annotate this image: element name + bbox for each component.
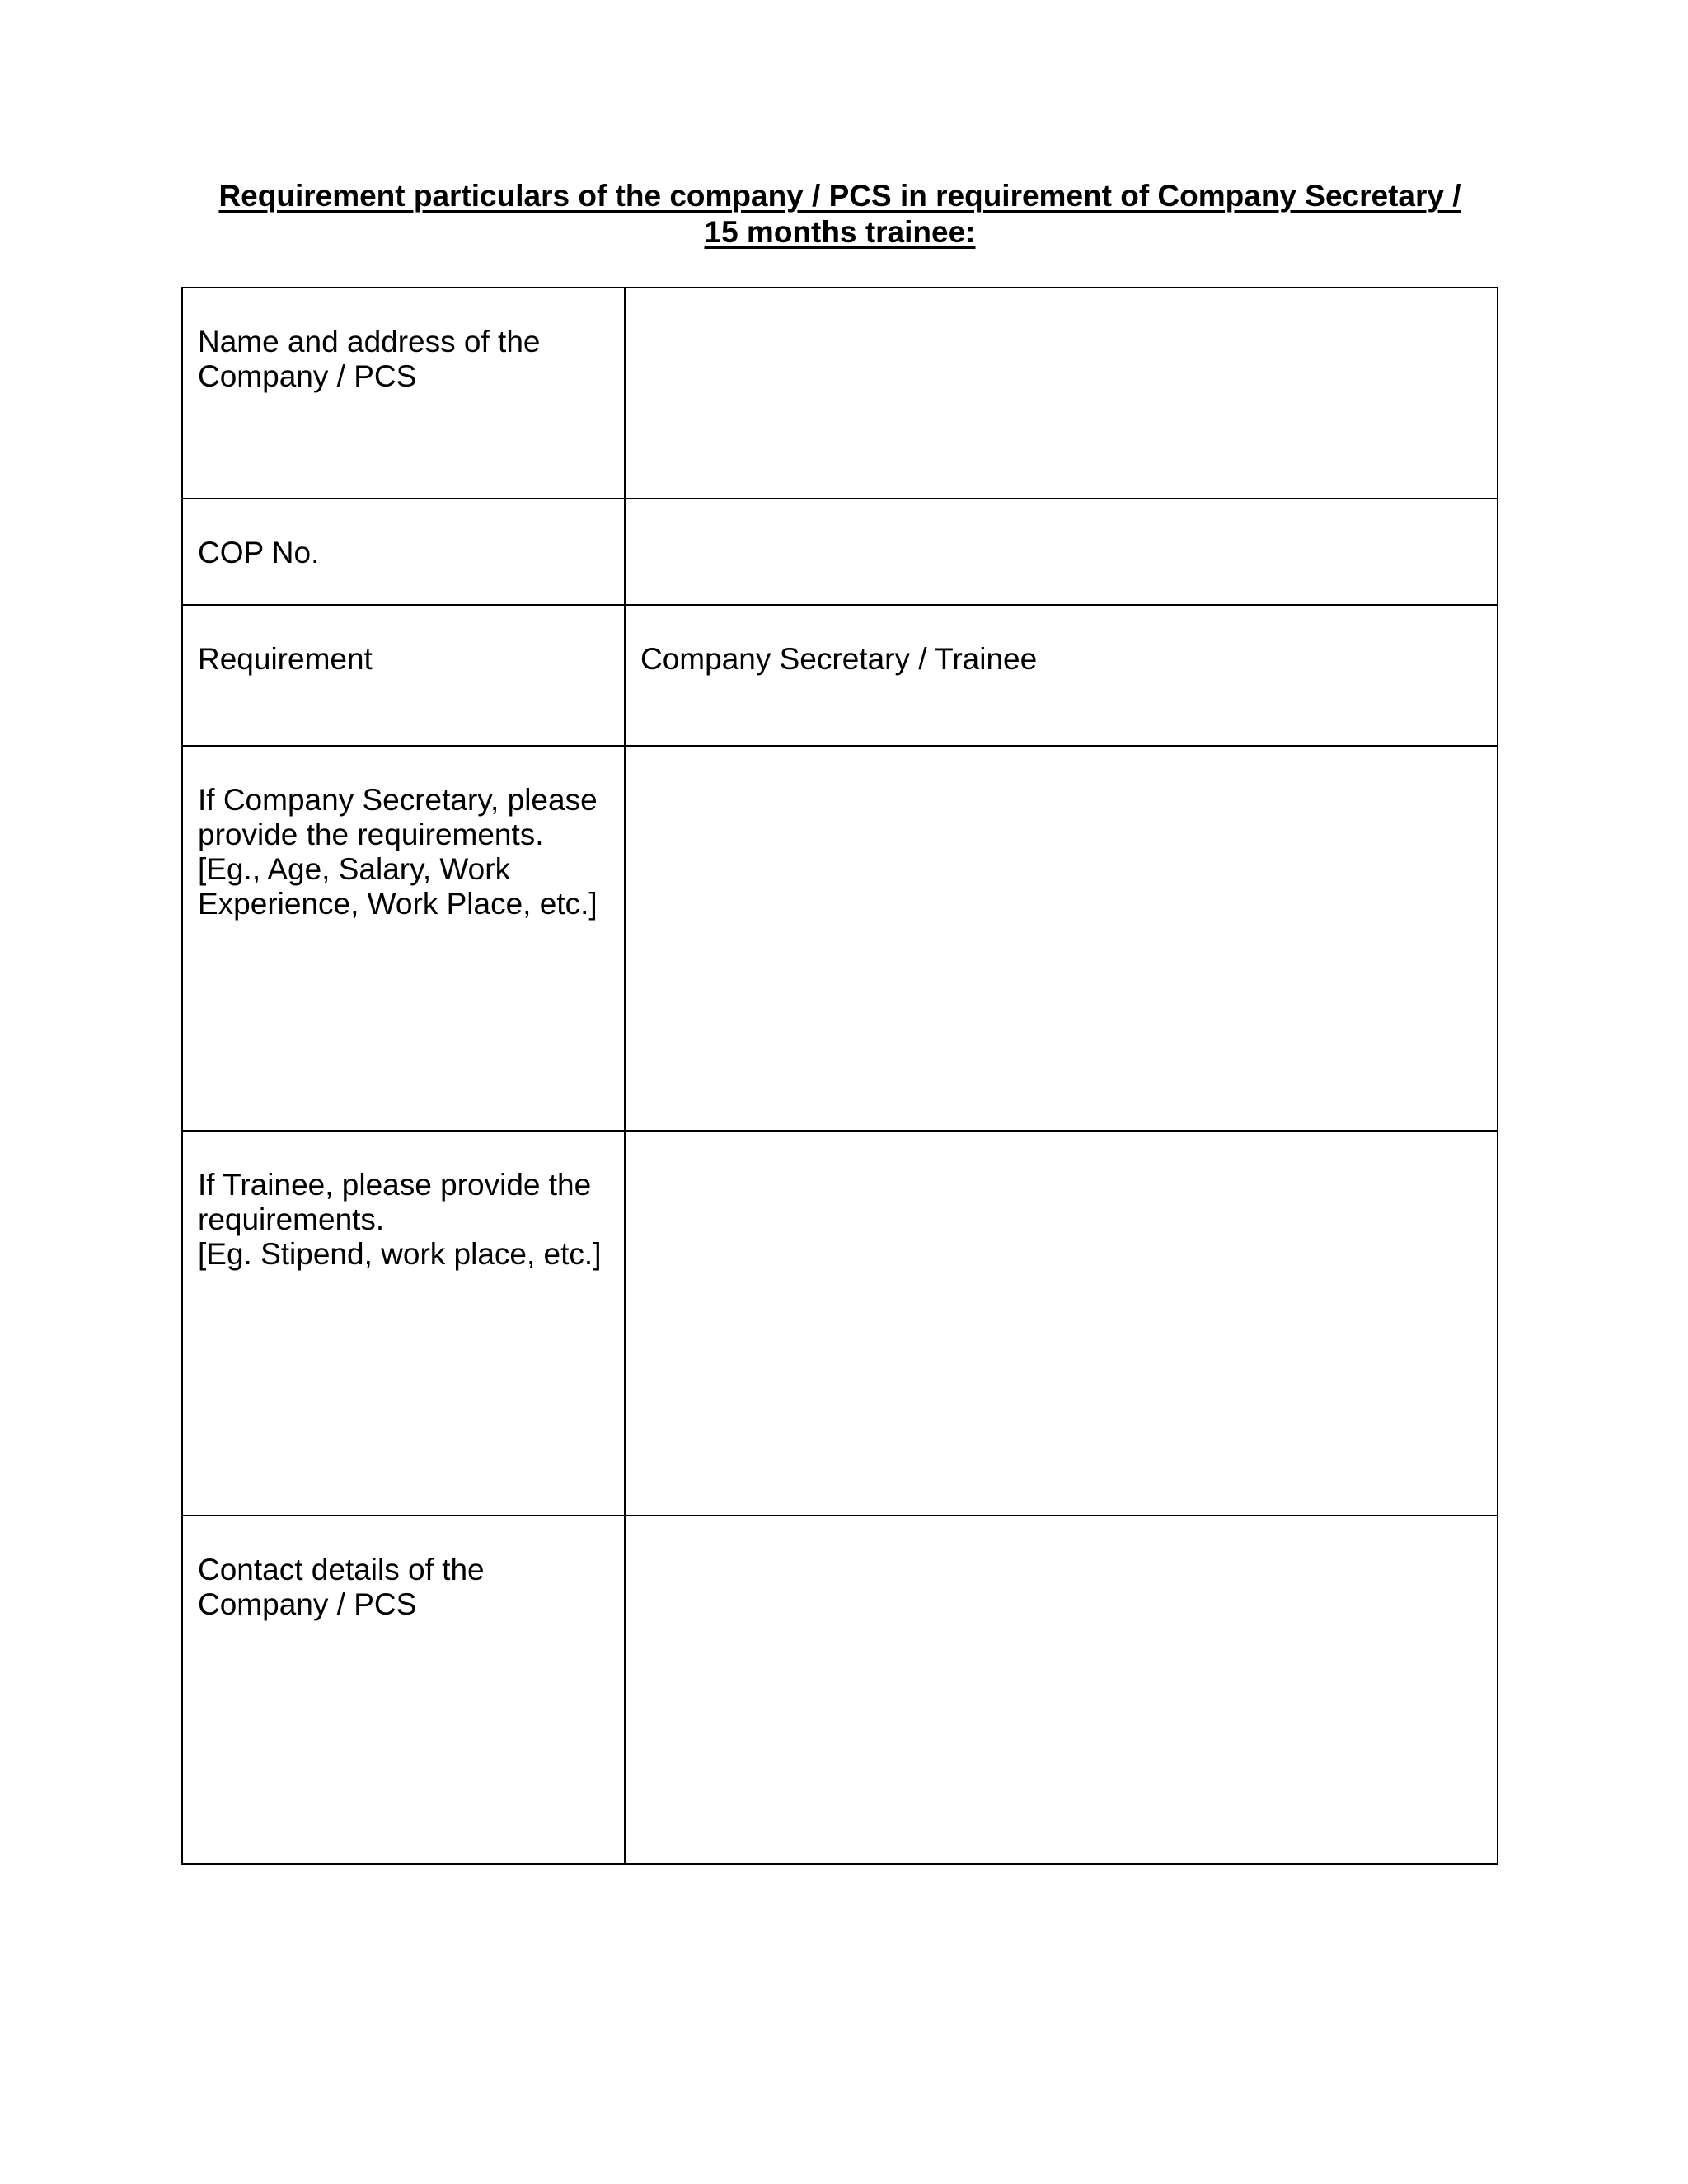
cop-no-field[interactable]: [625, 499, 1498, 605]
label-cell: [182, 605, 625, 746]
trainee-field[interactable]: [625, 1131, 1498, 1516]
label-cell: [182, 288, 625, 499]
name-address-label: Name and address of the Company / PCS: [198, 325, 541, 393]
trainee-label: If Trainee, please provide the requirements. [Eg. Stipend, work place, etc.]: [198, 1168, 602, 1271]
cop-no-label: COP No.: [198, 536, 320, 569]
trainee-value[interactable]: [626, 1132, 1497, 1168]
requirement-form-table: [181, 287, 1498, 1865]
title-line-1: Requirement particulars of the company / PCS in requirement of Company Secretary /: [218, 179, 1461, 213]
company-secretary-label: If Company Secretary, please provide the requirements. [Eg., Age, Salary, Work Experience, Work Place, etc.]: [198, 783, 598, 921]
contact-details-value[interactable]: [626, 1516, 1497, 1553]
page-title: [181, 178, 1499, 251]
name-address-field[interactable]: [625, 288, 1498, 499]
table-row-requirement: [182, 605, 1498, 746]
requirement-value[interactable]: Company Secretary / Trainee: [640, 642, 1038, 676]
label-cell: [182, 1516, 625, 1864]
table-row-company-secretary: [182, 746, 1498, 1131]
label-cell: [182, 746, 625, 1131]
requirement-label: Requirement: [198, 642, 373, 676]
label-cell: [182, 499, 625, 605]
label-cell: [182, 1131, 625, 1516]
contact-details-field[interactable]: [625, 1516, 1498, 1864]
table-row-trainee: [182, 1131, 1498, 1516]
table-row-name-address: [182, 288, 1498, 499]
requirement-field[interactable]: [625, 605, 1498, 746]
cop-no-value[interactable]: [626, 499, 1497, 536]
title-line-2: 15 months trainee:: [704, 215, 976, 249]
name-address-value[interactable]: [626, 288, 1497, 325]
company-secretary-value[interactable]: [626, 747, 1497, 783]
contact-details-label: Contact details of the Company / PCS: [198, 1553, 485, 1621]
table-row-contact-details: [182, 1516, 1498, 1864]
company-secretary-field[interactable]: [625, 746, 1498, 1131]
table-row-cop-no: [182, 499, 1498, 605]
